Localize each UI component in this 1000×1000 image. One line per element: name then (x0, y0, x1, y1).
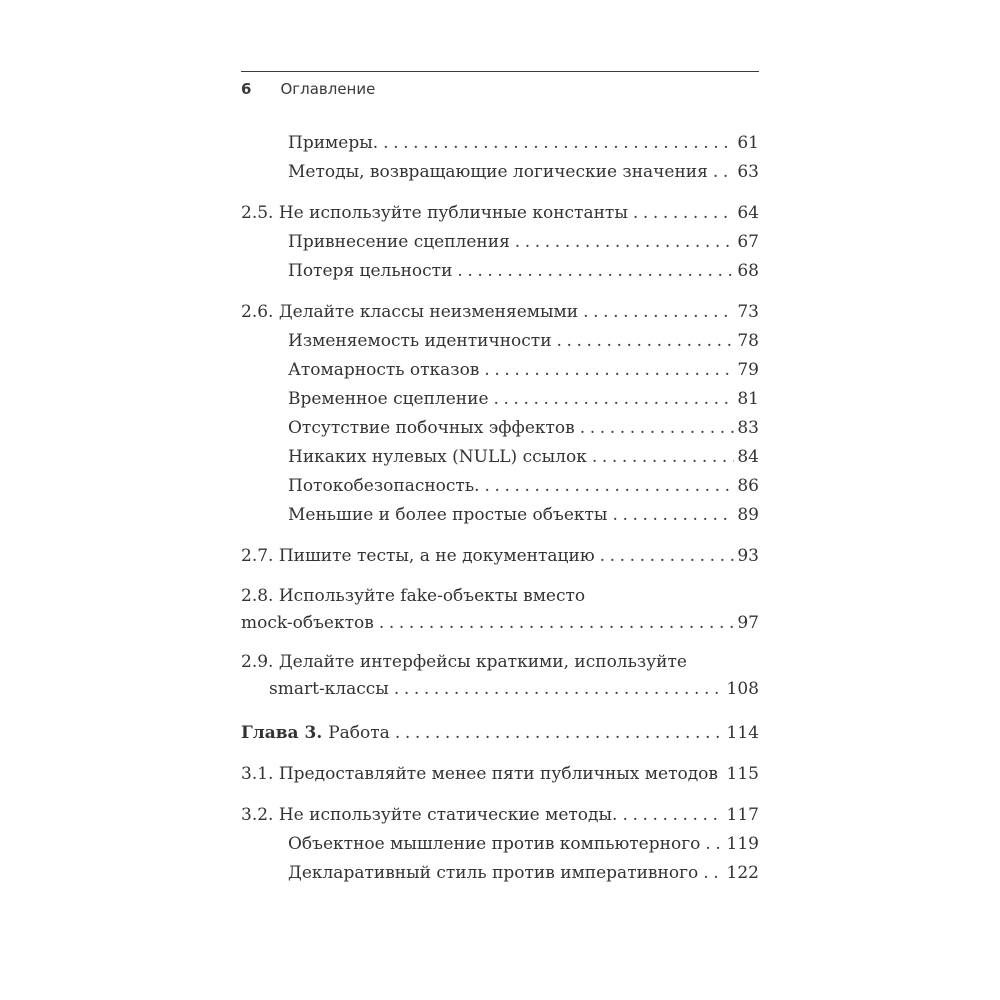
entry-title: Изменяемость идентичности (288, 331, 552, 351)
entry-title: Методы, возвращающие логические значения (288, 162, 708, 182)
entry-page-number: 84 (737, 447, 759, 467)
toc-entry (241, 385, 759, 414)
toc-entry (241, 830, 759, 859)
dot-leader (482, 472, 735, 501)
entry-page-number: 115 (726, 764, 759, 784)
entry-title: Меньшие и более простые объекты (288, 505, 608, 525)
toc-entry (241, 542, 759, 571)
header-title: Оглавление (280, 80, 376, 98)
entry-page-number: 73 (737, 302, 759, 322)
entry-title: Потокобезопасность. (288, 476, 480, 496)
chapter-label: Глава 3. (241, 723, 323, 743)
entry-title: 2.5. Не используйте публичные константы (241, 203, 628, 223)
entry-title: Работа (328, 723, 390, 743)
entry-title: 2.6. Делайте классы неизменяемыми (241, 302, 579, 322)
entry-title: Привнесение сцепления (288, 232, 510, 252)
toc-entry (241, 356, 759, 385)
toc-entry (241, 760, 759, 789)
entry-page-number: 89 (737, 505, 759, 525)
entry-title-line2: mock-объектов (241, 613, 374, 633)
dot-leader (720, 760, 724, 789)
entry-title: Примеры. (288, 133, 379, 153)
entry-title: Отсутствие побочных эффектов (288, 418, 575, 438)
toc-entry (241, 443, 759, 472)
entry-title: 2.7. Пишите тесты, а не документацию (241, 546, 595, 566)
entry-title-line2: smart-классы (269, 679, 389, 699)
dot-leader (512, 228, 735, 257)
entry-title: Объектное мышление против компьютерного (288, 834, 701, 854)
dot-leader (454, 257, 734, 286)
toc-entry (241, 414, 759, 443)
toc-entry (241, 327, 759, 356)
toc-entry (241, 583, 759, 637)
entry-page-number: 78 (737, 331, 759, 351)
toc-entry (241, 649, 759, 703)
dot-leader (619, 801, 723, 830)
dot-leader (380, 129, 734, 158)
dot-leader (700, 859, 723, 888)
dot-leader (577, 414, 735, 443)
toc-entry (241, 199, 759, 228)
entry-title: 3.1. Предоставляйте менее пяти публичных методов (241, 764, 718, 784)
entry-page-number: 67 (737, 232, 759, 252)
toc-entry (241, 801, 759, 830)
toc-entry (241, 158, 759, 187)
dot-leader (392, 719, 724, 748)
toc-entry-chapter (241, 719, 759, 748)
dot-leader (376, 610, 735, 637)
entry-title-line1: 2.9. Делайте интерфейсы краткими, используйте (241, 652, 687, 672)
entry-page-number: 61 (737, 133, 759, 153)
dot-leader (580, 298, 734, 327)
book-page (241, 71, 759, 888)
header-page-number: 6 (241, 80, 252, 98)
dot-leader (710, 158, 735, 187)
entry-page-number: 64 (737, 203, 759, 223)
dot-leader (609, 501, 734, 530)
entry-page-number: 97 (737, 613, 759, 633)
dot-leader (630, 199, 735, 228)
entry-page-number: 122 (726, 863, 759, 883)
entry-title: 3.2. Не используйте статические методы. (241, 805, 618, 825)
entry-page-number: 68 (737, 261, 759, 281)
toc-entry (241, 129, 759, 158)
dot-leader (391, 676, 724, 703)
dot-leader (481, 356, 734, 385)
dot-leader (491, 385, 735, 414)
toc-entry (241, 859, 759, 888)
dot-leader (597, 542, 735, 571)
toc-entry (241, 257, 759, 286)
entry-page-number: 81 (737, 389, 759, 409)
entry-page-number: 86 (737, 476, 759, 496)
toc-entry (241, 501, 759, 530)
entry-page-number: 63 (737, 162, 759, 182)
table-of-contents (241, 129, 759, 888)
entry-title: Потеря цельности (288, 261, 453, 281)
running-head (241, 71, 759, 98)
entry-page-number: 108 (726, 679, 759, 699)
entry-page-number: 114 (726, 723, 759, 743)
entry-page-number: 83 (737, 418, 759, 438)
dot-leader (702, 830, 723, 859)
entry-page-number: 93 (737, 546, 759, 566)
toc-entry (241, 298, 759, 327)
toc-entry (241, 228, 759, 257)
entry-title: Декларативный стиль против императивного (288, 863, 699, 883)
entry-title: Никаких нулевых (NULL) ссылок (288, 447, 587, 467)
entry-title: Атомарность отказов (288, 360, 480, 380)
entry-title-line1: 2.8. Используйте fake-объекты вместо (241, 586, 586, 606)
toc-entry (241, 472, 759, 501)
entry-title: Временное сцепление (288, 389, 489, 409)
dot-leader (554, 327, 735, 356)
entry-page-number: 117 (726, 805, 759, 825)
dot-leader (589, 443, 735, 472)
entry-page-number: 79 (737, 360, 759, 380)
entry-page-number: 119 (726, 834, 759, 854)
